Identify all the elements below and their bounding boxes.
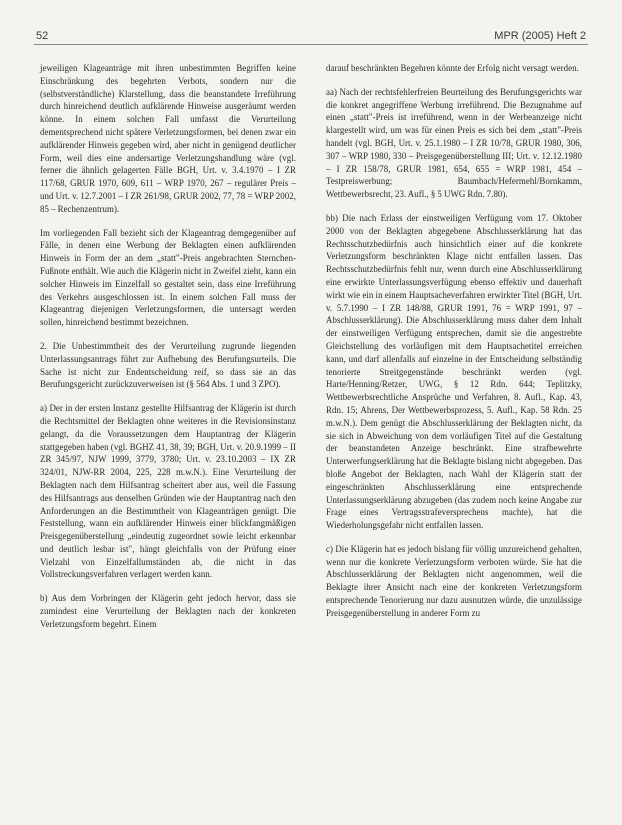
paragraph: 2. Die Unbestimmtheit des der Verurteilung zugrunde liegenden Unterlassungsantrags führt zur Aufhebung des Berufungsurteils. Die Sache ist nicht zur Endentscheidung reif, so dass sie an das Berufungsgericht zurückzuverweisen ist (§ 564 Abs. 1 und 3 ZPO).: [40, 340, 296, 390]
paragraph: b) Aus dem Vorbringen der Klägerin geht jedoch hervor, dass sie zumindest eine Verurteilung der Beklagten nach der konkreten Verletzungsform begehrt. Einem: [40, 593, 296, 629]
journal-header: MPR (2005) Heft 2: [494, 30, 586, 42]
paragraph: darauf beschränkten Begehren könnte der Erfolg nicht versagt werden.: [326, 63, 579, 73]
paragraph: a) Der in der ersten Instanz gestellte Hilfsantrag der Klägerin ist durch die Rechtsmittel der Beklagten ohne weiteres in die Revisionsinstanz gelangt, da die Voraussetzungen dem Hauptantrag der Klägerin stattgegeben haben (vgl. BGHZ 41, 38, 39; BGH, Urt. v. 20.9.1999 – II ZR 345/97, NJW 1999, 3779, 3780; Urt. v. 23.10.2003 – IX ZR 324/01, NJW-RR 2004, 225, 228 m.w.N.). Eine Verurteilung der Beklagten nach dem Hilfsantrag scheitert aber aus, weil die Fassung des Hilfsantrags aus denselben Gründen wie der Hauptantrag nach den Anforderungen an die Bestimmtheit von Klageanträgen genügt. Die Feststellung, wann ein aufklärender Hinweis einer blickfangmäßigen Preisgegenüberstellung „eindeutig zugeordnet sowie leicht erkennbar und deutlich lesbar ist", hängt gleichfalls von der Prüfung einer Vielzahl von Einzelfallumständen ab, die nicht in das Vollstreckungsverfahren verlagert werden kann.: [40, 403, 296, 580]
paragraph: jeweiligen Klageanträge mit ihren unbestimmten Begriffen keine Einschränkung des begehrten Verbots, sondern nur die (selbstverständliche) Klarstellung, dass die beanstandete Irreführung durch hinreichend deutlich aufklärende Hinweise ausgeräumt werden könne. In einem solchen Fall umfasst die Verurteilung dementsprechend nicht spätere Verletzungsformen, bei denen zwar ein aufklärender Hinweis gegeben wird, aber nicht in genügend deutlicher Form, weil dies eine andersartige Verletzungshandlung wäre (vgl. ferner die ähnlich gelagerten Fälle BGH, Urt. v. 3.4.1970 – I ZR 117/68, GRUR 1970, 609, 611 – WRP 1970, 267 – regulärer Preis – und Urt. v. 12.7.2001 – I ZR 261/98, GRUR 2002, 77, 78 = WRP 2002, 85 – Rechenzentrum).: [40, 63, 296, 214]
paragraph: bb) Die nach Erlass der einstweiligen Verfügung vom 17. Oktober 2000 von der Beklagten abgegebene Abschlusserklärung hat das Rechtsschutzbedürfnis auch hinsichtlich einer auf die konkrete Verletzungsform beschränkten Klage nicht entfallen lassen. Das Rechtsschutzbedürfnis fehlt nur, wenn durch eine Abschlusserklärung eine erwirkte Unterlassungsverfügung ebenso effektiv und dauerhaft wirkt wie ein in einem Hauptsacheverfahren erwirkter Titel (BGH, Urt. v. 5.7.1990 – I ZR 148/88, GRUR 1991, 76 = WRP 1991, 97 – Abschlusserklärung). Die Abschlusserklärung muss daher dem Inhalt der einstweiligen Verfügung entsprechen, damit sie die angestrebte Gleichstellung des vorläufigen mit dem Hauptsachetitel erreichen kann, und darf allenfalls auf einzelne in der Entscheidung selbständig tenorierte Streitgegenstände beschränkt werden (vgl. Harte/Henning/Retzer, UWG, § 12 Rdn. 644; Teplitzky, Wettbewerbsrechtliche Ansprüche und Verfahren, 8. Aufl., Kap. 43, Rdn. 15; Ahrens, Der Wettbewerbsprozess, 5. Aufl., Kap. 58 Rdn. 25 m.w.N.). Dem genügt die Abschlusserklärung der Beklagten nicht, da sie sich in Abweichung von dem vorläufigen Titel auf die Gestaltung der beanstandeten Anzeige beschränkt. Eine strafbewehrte Unterwerfungserklärung hat die Beklagte bislang nicht abgegeben. Das bloße Angebot der Beklagten, nach Wahl der Klägerin statt der eingeschränkten Abschlusserklärung eine entsprechende Unterlassungserklärung abzugeben (das zudem noch keine Angabe zur Frage eines Vertragsstrafeversprechens machte), hat die Wiederholungsgefahr nicht entfallen lassen.: [326, 212, 582, 531]
paragraph: aa) Nach der rechtsfehlerfreien Beurteilung des Berufungsgerichts war die konkret angegriffene Werbung irreführend. Die Bezugnahme auf einen „statt"-Preis ist irreführend, wenn in der Werbeanzeige nicht klargestellt wird, um was für einen Preis es sich bei dem „statt"-Preis handelt (vgl. BGH, Urt. v. 25.1.1980 – I ZR 10/78, GRUR 1980, 306, 307 – WRP 1980, 330 – Preisgegenüberstellung III; Urt. v. 12.12.1980 – I ZR 158/78, GRUR 1981, 654, 655 = WRP 1981, 454 – Testpreiswerbung; Baumbach/Hefermehl/Bornkamm, Wettbewerbsrecht, 23. Aufl., § 5 UWG Rdn. 7.80).: [326, 86, 582, 200]
paragraph: Im vorliegenden Fall bezieht sich der Klageantrag demgegenüber auf Fälle, in denen eine Werbung der Beklagten einen aufklärenden Hinweis in Form der an dem „statt"-Preis angebrachten Sternchen-Fußnote enthält. Wie auch die Klägerin nicht in Zweifel zieht, kann ein solcher Hinweis im Einzelfall so gestaltet sein, dass eine Irreführung des Verkehrs ausgeschlossen ist. In einem solchen Fall muss der Klageantrag diejenigen Verletzungsformen, die untersagt werden sollen, hinreichend bestimmt bezeichnen.: [40, 227, 296, 328]
paragraph: c) Die Klägerin hat es jedoch bislang für völlig unzureichend gehalten, wenn nur die konkrete Verletzungsform verboten würde. Sie hat die Abschlusserklärung der Beklagten nicht angenommen, weil die Beklagte ihrer Ansicht nach eine der konkreten Verletzungsform entsprechende Tenorierung nur dazu ausnutzen würde, die unzulässige Preisgegenüberstellung in anderer Form zu: [326, 543, 582, 618]
header-rule: [34, 44, 588, 45]
left-column: [40, 62, 296, 642]
page-number: 52: [36, 30, 49, 42]
right-column: [326, 62, 582, 631]
